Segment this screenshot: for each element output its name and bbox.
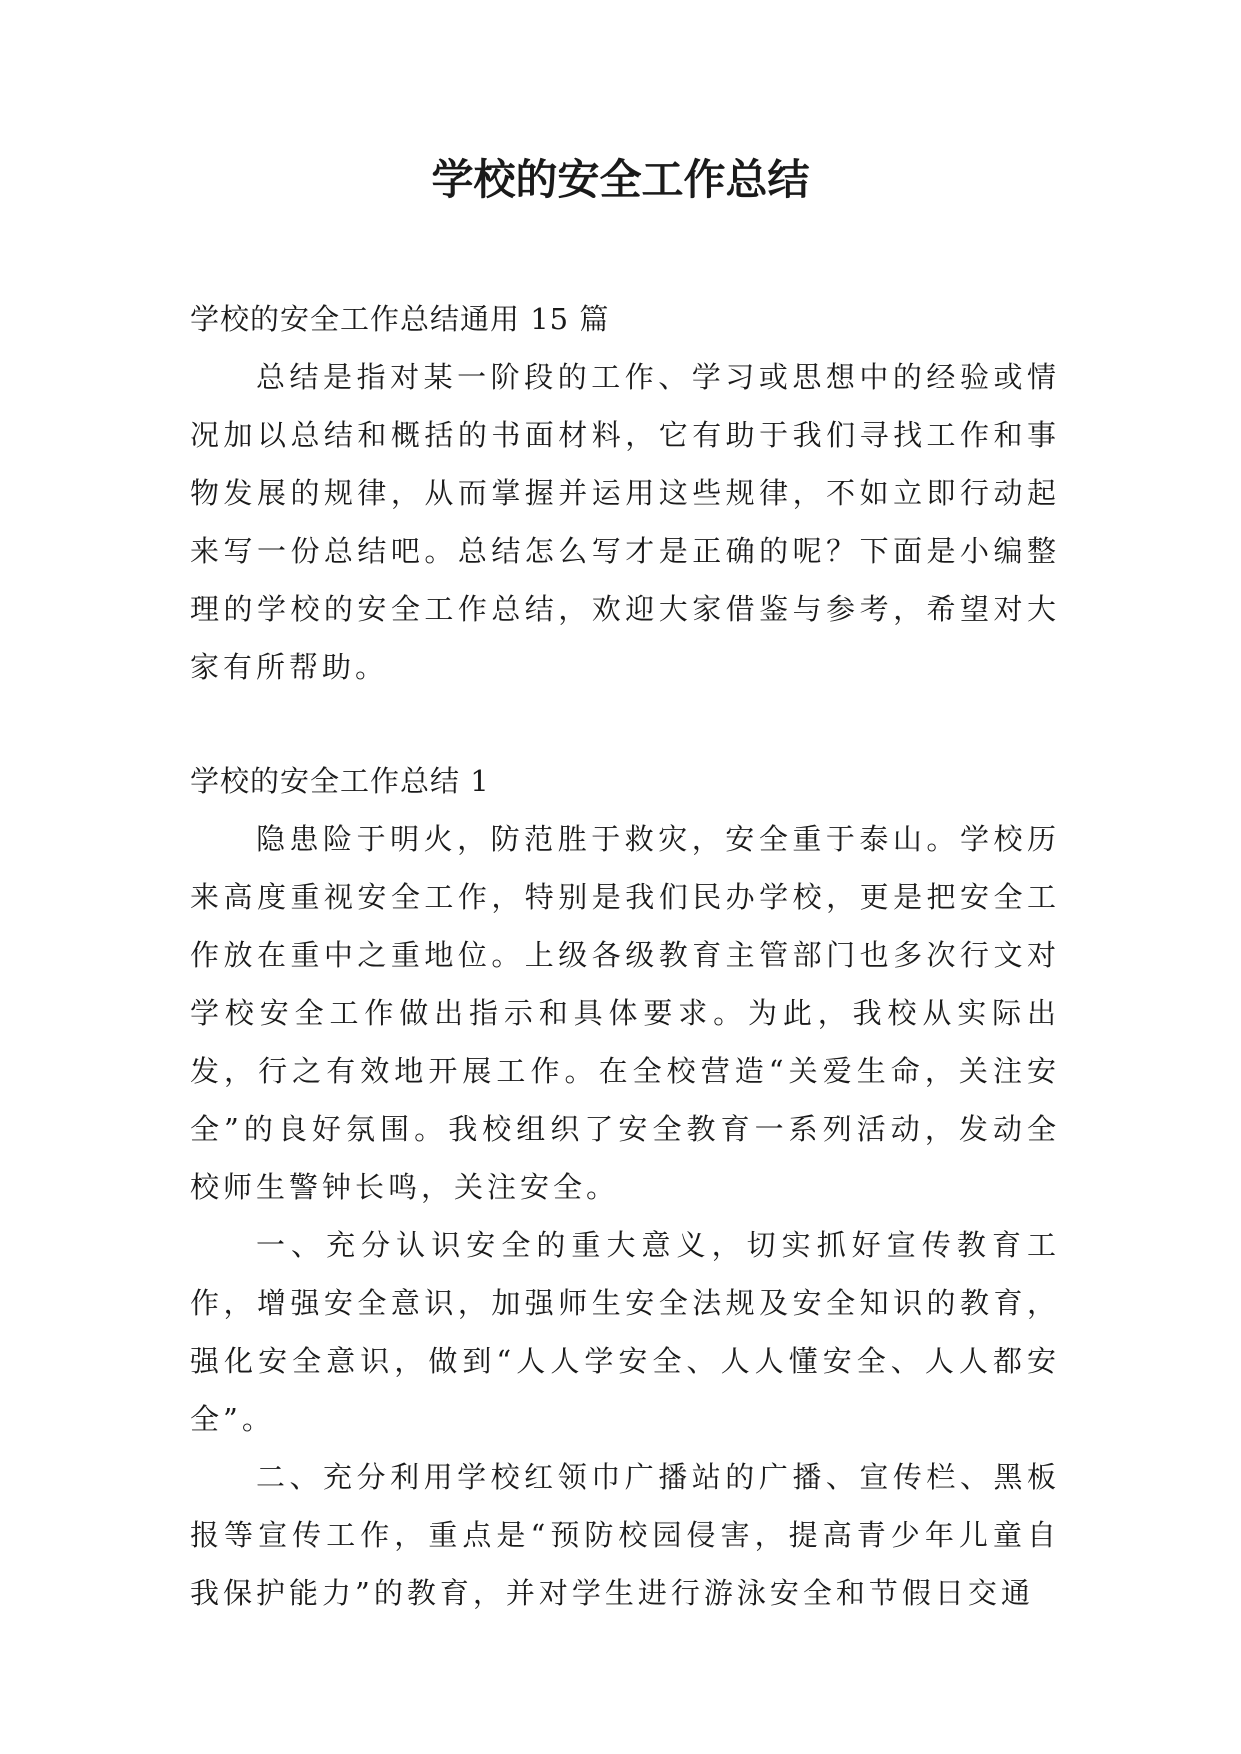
document-body [190,290,1060,1622]
body-paragraph: 二、充分利用学校红领巾广播站的广播、宣传栏、黑板报等宣传工作，重点是“预防校园侵害，提高青少年儿童自我保护能力”的教育，并对学生进行游泳安全和节假日交通 [190,1460,1060,1610]
document-subtitle: 学校的安全工作总结通用 15 篇 [190,302,610,336]
body-paragraph: 隐患险于明火，防范胜于救灾，安全重于泰山。学校历来高度重视安全工作，特别是我们民办学校，更是把安全工作放在重中之重地位。上级各级教育主管部门也多次行文对学校安全工作做出指示和具体要求。为此，我校从实际出发，行之有效地开展工作。在全校营造“关爱生命，关注安全”的良好氛围。我校组织了安全教育一系列活动，发动全校师生警钟长鸣，关注安全。 [190,822,1060,1204]
document-title: 学校的安全工作总结 [431,155,810,204]
intro-paragraph: 总结是指对某一阶段的工作、学习或思想中的经验或情况加以总结和概括的书面材料，它有助于我们寻找工作和事物发展的规律，从而掌握并运用这些规律，不如立即行动起来写一份总结吧。总结怎么写才是正确的呢？下面是小编整理的学校的安全工作总结，欢迎大家借鉴与参考，希望对大家有所帮助。 [190,360,1060,684]
body-paragraph: 一、充分认识安全的重大意义，切实抓好宣传教育工作，增强安全意识，加强师生安全法规及安全知识的教育，强化安全意识，做到“人人学安全、人人懂安全、人人都安全”。 [190,1228,1060,1436]
section-spacer [190,696,1060,752]
section-heading: 学校的安全工作总结 1 [190,764,490,798]
